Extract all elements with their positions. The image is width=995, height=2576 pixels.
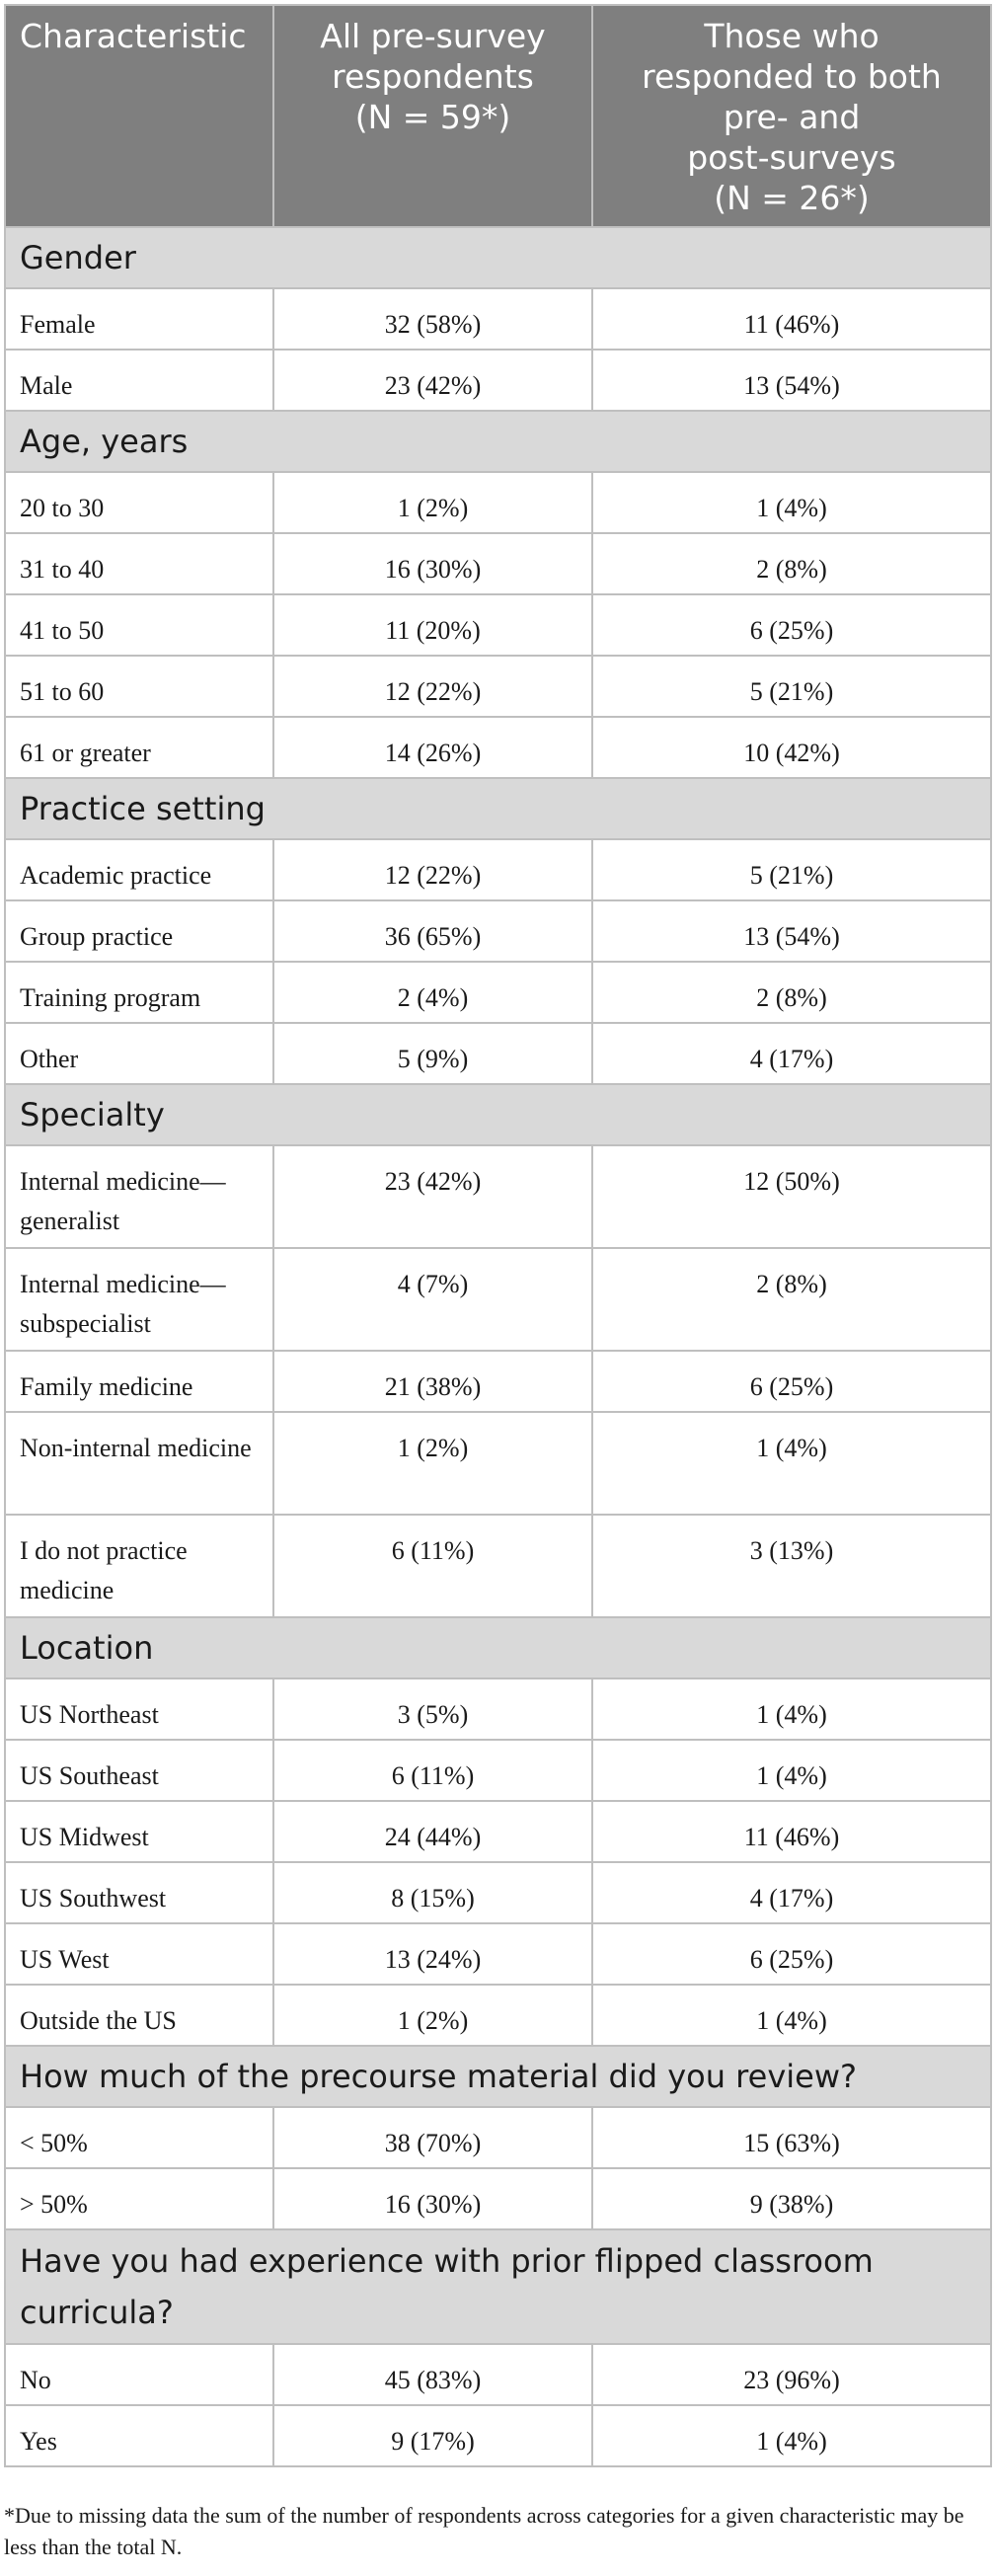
section-header-row	[5, 1084, 991, 1145]
table-row	[5, 350, 991, 411]
row-label: 61 or greater	[5, 717, 273, 778]
cell-all-respondents: 36 (65%)	[273, 900, 592, 962]
table-row	[5, 839, 991, 900]
row-label: US Midwest	[5, 1801, 273, 1862]
table-row	[5, 1740, 991, 1801]
table-row	[5, 472, 991, 533]
cell-both-surveys: 6 (25%)	[592, 1923, 991, 1985]
cell-all-respondents: 14 (26%)	[273, 717, 592, 778]
row-label: Group practice	[5, 900, 273, 962]
table-row	[5, 1862, 991, 1923]
row-label: No	[5, 2344, 273, 2405]
header-both-n: (N = 26*)	[714, 179, 870, 217]
row-label: Yes	[5, 2405, 273, 2466]
cell-all-respondents: 23 (42%)	[273, 1145, 592, 1248]
cell-all-respondents: 13 (24%)	[273, 1923, 592, 1985]
row-label: I do not practice medicine	[5, 1515, 273, 1617]
row-label: Female	[5, 288, 273, 350]
cell-both-surveys: 6 (25%)	[592, 594, 991, 656]
table-row	[5, 900, 991, 962]
header-characteristic: Characteristic	[5, 5, 273, 227]
row-label: Training program	[5, 962, 273, 1023]
section-header-row	[5, 778, 991, 839]
section-title: Gender	[5, 227, 991, 288]
table-row	[5, 2405, 991, 2466]
cell-both-surveys: 13 (54%)	[592, 900, 991, 962]
section-title: Specialty	[5, 1084, 991, 1145]
row-label: Outside the US	[5, 1985, 273, 2046]
header-both-line1: Those who	[704, 17, 880, 55]
cell-all-respondents: 3 (5%)	[273, 1678, 592, 1740]
cell-all-respondents: 38 (70%)	[273, 2107, 592, 2168]
table-row	[5, 2107, 991, 2168]
row-label: Internal medicine—subspecialist	[5, 1248, 273, 1351]
table-row	[5, 1801, 991, 1862]
section-title: Practice setting	[5, 778, 991, 839]
cell-both-surveys: 3 (13%)	[592, 1515, 991, 1617]
table-row	[5, 2344, 991, 2405]
cell-both-surveys: 10 (42%)	[592, 717, 991, 778]
cell-all-respondents: 16 (30%)	[273, 533, 592, 594]
table-row	[5, 594, 991, 656]
row-label: > 50%	[5, 2168, 273, 2229]
header-both-line4: post-surveys	[687, 138, 896, 177]
row-label: Academic practice	[5, 839, 273, 900]
header-both-line2: responded to both	[642, 57, 942, 96]
table-row	[5, 533, 991, 594]
cell-both-surveys: 4 (17%)	[592, 1023, 991, 1084]
cell-both-surveys: 1 (4%)	[592, 1740, 991, 1801]
cell-both-surveys: 6 (25%)	[592, 1351, 991, 1412]
section-header-row	[5, 2046, 991, 2107]
cell-both-surveys: 4 (17%)	[592, 1862, 991, 1923]
table-row	[5, 1985, 991, 2046]
cell-both-surveys: 13 (54%)	[592, 350, 991, 411]
row-label: Family medicine	[5, 1351, 273, 1412]
section-title: Have you had experience with prior flipped classroom curricula?	[5, 2229, 991, 2344]
cell-all-respondents: 9 (17%)	[273, 2405, 592, 2466]
header-both-line3: pre- and	[723, 98, 861, 136]
cell-both-surveys: 5 (21%)	[592, 839, 991, 900]
row-label: US Southeast	[5, 1740, 273, 1801]
table-row	[5, 1145, 991, 1248]
cell-all-respondents: 5 (9%)	[273, 1023, 592, 1084]
table-body	[5, 227, 991, 2466]
cell-both-surveys: 12 (50%)	[592, 1145, 991, 1248]
section-header-row	[5, 411, 991, 472]
table-row	[5, 1923, 991, 1985]
cell-both-surveys: 23 (96%)	[592, 2344, 991, 2405]
cell-both-surveys: 9 (38%)	[592, 2168, 991, 2229]
table-row	[5, 288, 991, 350]
header-all-respondents	[273, 5, 592, 227]
row-label: 20 to 30	[5, 472, 273, 533]
table-row	[5, 656, 991, 717]
cell-all-respondents: 6 (11%)	[273, 1515, 592, 1617]
cell-all-respondents: 2 (4%)	[273, 962, 592, 1023]
cell-all-respondents: 4 (7%)	[273, 1248, 592, 1351]
cell-all-respondents: 12 (22%)	[273, 839, 592, 900]
cell-all-respondents: 23 (42%)	[273, 350, 592, 411]
table-row	[5, 1515, 991, 1617]
cell-both-surveys: 1 (4%)	[592, 2405, 991, 2466]
section-title: Age, years	[5, 411, 991, 472]
header-both-surveys	[592, 5, 991, 227]
row-label: 51 to 60	[5, 656, 273, 717]
section-title: Location	[5, 1617, 991, 1678]
cell-both-surveys: 11 (46%)	[592, 288, 991, 350]
cell-all-respondents: 1 (2%)	[273, 1985, 592, 2046]
row-label: US Southwest	[5, 1862, 273, 1923]
cell-both-surveys: 15 (63%)	[592, 2107, 991, 2168]
table-row	[5, 962, 991, 1023]
cell-all-respondents: 24 (44%)	[273, 1801, 592, 1862]
row-label: 41 to 50	[5, 594, 273, 656]
row-label: US West	[5, 1923, 273, 1985]
header-all-line2: respondents	[332, 57, 534, 96]
row-label: 31 to 40	[5, 533, 273, 594]
table-row	[5, 1351, 991, 1412]
table-row	[5, 1678, 991, 1740]
characteristics-table	[4, 4, 992, 2467]
table-row	[5, 717, 991, 778]
cell-both-surveys: 2 (8%)	[592, 533, 991, 594]
row-label: Internal medicine—generalist	[5, 1145, 273, 1248]
cell-all-respondents: 1 (2%)	[273, 472, 592, 533]
header-all-line1: All pre-survey	[320, 17, 546, 55]
row-label: Other	[5, 1023, 273, 1084]
cell-all-respondents: 6 (11%)	[273, 1740, 592, 1801]
cell-both-surveys: 11 (46%)	[592, 1801, 991, 1862]
cell-all-respondents: 21 (38%)	[273, 1351, 592, 1412]
table-row	[5, 1248, 991, 1351]
cell-all-respondents: 16 (30%)	[273, 2168, 592, 2229]
section-title: How much of the precourse material did you review?	[5, 2046, 991, 2107]
cell-both-surveys: 2 (8%)	[592, 962, 991, 1023]
cell-all-respondents: 32 (58%)	[273, 288, 592, 350]
cell-all-respondents: 45 (83%)	[273, 2344, 592, 2405]
section-header-row	[5, 2229, 991, 2344]
cell-all-respondents: 12 (22%)	[273, 656, 592, 717]
header-all-n: (N = 59*)	[354, 98, 511, 136]
cell-all-respondents: 11 (20%)	[273, 594, 592, 656]
footnote: *Due to missing data the sum of the number of respondents across categories for a given characteristic may be less than the total N.	[4, 2503, 964, 2559]
header-row	[5, 5, 991, 227]
cell-both-surveys: 1 (4%)	[592, 1678, 991, 1740]
cell-both-surveys: 1 (4%)	[592, 1985, 991, 2046]
cell-all-respondents: 8 (15%)	[273, 1862, 592, 1923]
table-row	[5, 1412, 991, 1515]
section-header-row	[5, 1617, 991, 1678]
cell-both-surveys: 5 (21%)	[592, 656, 991, 717]
table-row	[5, 1023, 991, 1084]
table-row	[5, 2168, 991, 2229]
row-label: US Northeast	[5, 1678, 273, 1740]
row-label: < 50%	[5, 2107, 273, 2168]
section-header-row	[5, 227, 991, 288]
row-label: Male	[5, 350, 273, 411]
cell-both-surveys: 1 (4%)	[592, 472, 991, 533]
row-label: Non-internal medicine	[5, 1412, 273, 1515]
cell-both-surveys: 1 (4%)	[592, 1412, 991, 1515]
cell-all-respondents: 1 (2%)	[273, 1412, 592, 1515]
cell-both-surveys: 2 (8%)	[592, 1248, 991, 1351]
